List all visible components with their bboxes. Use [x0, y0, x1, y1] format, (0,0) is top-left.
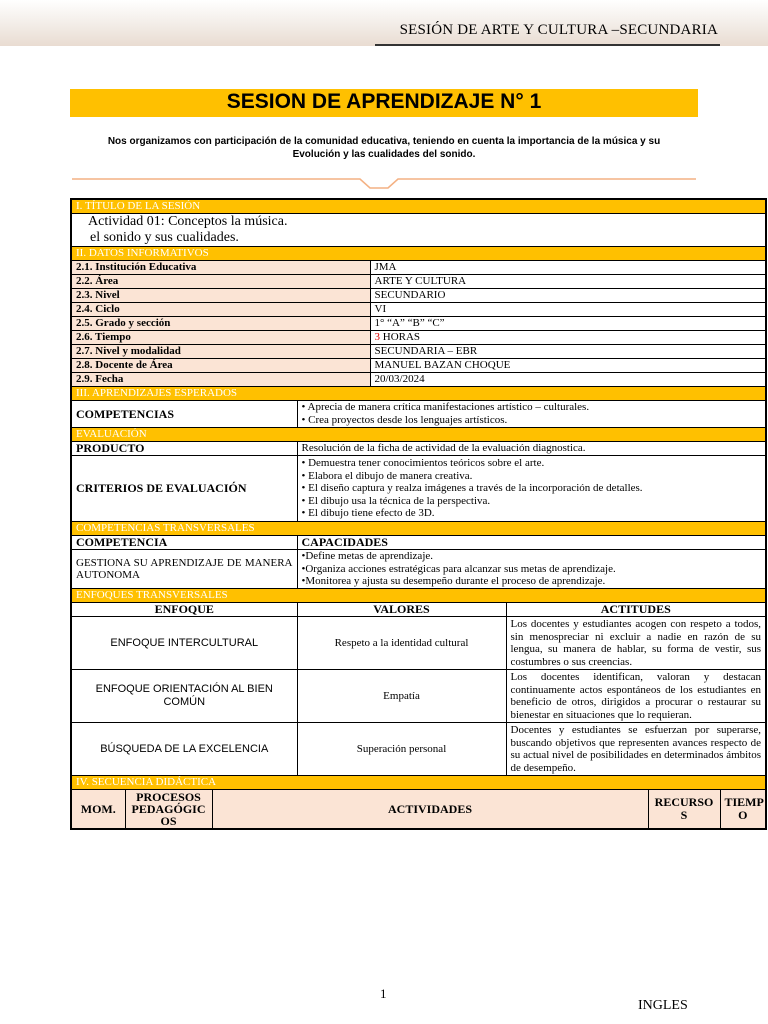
decorative-divider — [70, 176, 698, 192]
enfoque-actitud: Los docentes y estudiantes acogen con respeto a todos, sin menospreciar ni excluir a nadie en razón de su lengua, su manera de hablar, su forma de vestir, sus costumbres o sus creencias. — [506, 617, 766, 670]
section-label: EVALUACIÓN — [71, 428, 766, 442]
info-label: 2.2. Área — [71, 275, 370, 289]
info-value: ARTE Y CULTURA — [370, 275, 766, 289]
enfoque-valor: Empatía — [297, 670, 506, 723]
competencias-label: COMPETENCIAS — [71, 401, 297, 428]
section-header-aprendizajes — [71, 387, 766, 401]
session-table — [70, 198, 767, 830]
info-label: 2.6. Tiempo — [71, 331, 370, 345]
capacidad-item: •Define metas de aprendizaje. — [301, 550, 434, 563]
info-label: 2.8. Docente de Área — [71, 359, 370, 373]
section-header-enfoques — [71, 589, 766, 603]
enfoque-actitud: Docentes y estudiantes se esfuerzan por superarse, buscando objetivos que representen avances respecto de su actual nivel de posibilidades en determinados ámbitos de desempeño. — [506, 723, 766, 776]
info-value: 1° “A” “B” “C” — [370, 317, 766, 331]
capacidad-item: •Organiza acciones estratégicas para alcanzar sus metas de aprendizaje. — [301, 562, 616, 575]
enfoque-actitud: Los docentes identifican, valoran y destacan continuamente actos espontáneos de los estudiantes en beneficio de otros, dirigidos a procurar o restaurar su bienestar en situaciones que lo requieran. — [506, 670, 766, 723]
info-label: 2.3. Nivel — [71, 289, 370, 303]
section-header-secuencia — [71, 776, 766, 790]
info-label: 2.1. Institución Educativa — [71, 261, 370, 275]
competencia-header: COMPETENCIA — [71, 536, 297, 550]
session-title-row — [71, 214, 766, 247]
recursos-header: RECURSO S — [648, 790, 720, 830]
info-value: VI — [370, 303, 766, 317]
section-header-titulo — [71, 199, 766, 214]
info-row — [71, 303, 766, 317]
section-label: ENFOQUES TRANSVERSALES — [71, 589, 766, 603]
info-row — [71, 331, 766, 345]
capacidad-item: •Monitorea y ajusta su desempeño durante el proceso de aprendizaje. — [301, 575, 606, 588]
competencias-list — [297, 401, 766, 428]
info-row — [71, 317, 766, 331]
producto-row — [71, 442, 766, 456]
info-value: SECUNDARIO — [370, 289, 766, 303]
info-value: 20/03/2024 — [370, 373, 766, 387]
info-row — [71, 289, 766, 303]
criterios-list — [297, 456, 766, 522]
intro-paragraph: Nos organizamos con participación de la comunidad educativa, teniendo en cuenta la importancia de la música y su Evolución y las cualidades del sonido. — [107, 136, 661, 160]
valores-header: VALORES — [297, 603, 506, 617]
enfoque-row — [71, 723, 766, 776]
producto-value: Resolución de la ficha de actividad de la evaluación diagnostica. — [297, 442, 766, 456]
transversal-row — [71, 550, 766, 589]
actitudes-header: ACTITUDES — [506, 603, 766, 617]
info-row — [71, 261, 766, 275]
enfoque-row — [71, 670, 766, 723]
header-rule — [375, 44, 720, 46]
page-number: 1 — [380, 986, 387, 1001]
info-label: 2.4. Ciclo — [71, 303, 370, 317]
title-banner — [70, 89, 698, 117]
enfoques-header-row — [71, 603, 766, 617]
enfoque-row — [71, 617, 766, 670]
footer-label: INGLES — [638, 998, 688, 1013]
info-value: SECUNDARIA – EBR — [370, 345, 766, 359]
criterio-item: • El diseño captura y realza imágenes a través de la incorporación de detalles. — [301, 482, 643, 495]
section-label: I. TÍTULO DE LA SESIÓN — [71, 199, 766, 214]
actividades-header: ACTIVIDADES — [212, 790, 648, 830]
criterios-label: CRITERIOS DE EVALUACIÓN — [71, 456, 297, 522]
section-label: III. APRENDIZAJES ESPERADOS — [71, 387, 766, 401]
tiempo-header: TIEMP O — [720, 790, 766, 830]
session-title-line-1: Actividad 01: Conceptos la música. — [88, 214, 288, 229]
enfoque-valor: Respeto a la identidad cultural — [297, 617, 506, 670]
info-value: MANUEL BAZAN CHOQUE — [370, 359, 766, 373]
mom-header: MOM. — [71, 790, 125, 830]
section-header-datos — [71, 247, 766, 261]
time-value-number: 3 — [374, 331, 380, 343]
session-title-line-2: el sonido y sus cualidades. — [90, 230, 239, 245]
section-header-transversales — [71, 522, 766, 536]
enfoque-name: BÚSQUEDA DE LA EXCELENCIA — [71, 723, 297, 776]
producto-label: PRODUCTO — [71, 442, 297, 456]
enfoque-valor: Superación personal — [297, 723, 506, 776]
section-label: II. DATOS INFORMATIVOS — [71, 247, 766, 261]
info-label: 2.9. Fecha — [71, 373, 370, 387]
enfoque-name: ENFOQUE ORIENTACIÓN AL BIEN COMÚN — [71, 670, 297, 723]
competencia-item: • Crea proyectos desde los lenguajes artísticos. — [301, 414, 508, 426]
info-value — [370, 331, 766, 345]
enfoque-name: ENFOQUE INTERCULTURAL — [71, 617, 297, 670]
section-header-evaluacion — [71, 428, 766, 442]
time-value-unit: HORAS — [380, 331, 421, 343]
competencia-transversal: GESTIONA SU APRENDIZAJE DE MANERA AUTONOMA — [71, 550, 297, 589]
criterios-row — [71, 456, 766, 522]
info-value: JMA — [370, 261, 766, 275]
capacidades-header: CAPACIDADES — [297, 536, 766, 550]
competencias-row — [71, 401, 766, 428]
enfoque-header: ENFOQUE — [71, 603, 297, 617]
info-row — [71, 373, 766, 387]
criterio-item: • Demuestra tener conocimientos teóricos sobre el arte. — [301, 457, 545, 470]
info-label: 2.5. Grado y sección — [71, 317, 370, 331]
criterio-item: • El dibujo tiene efecto de 3D. — [301, 507, 435, 520]
criterio-item: • Elabora el dibujo de manera creativa. — [301, 469, 473, 482]
document-title: SESION DE APRENDIZAJE N° 1 — [226, 90, 542, 113]
transversal-header-row — [71, 536, 766, 550]
info-row — [71, 345, 766, 359]
page-header-text: SESIÓN DE ARTE Y CULTURA –SECUNDARIA — [399, 22, 718, 38]
section-label: IV. SECUENCIA DIDÁCTICA — [71, 776, 766, 790]
section-label: COMPETENCIAS TRANSVERSALES — [71, 522, 766, 536]
info-row — [71, 275, 766, 289]
secuencia-header-row — [71, 790, 766, 830]
procesos-header: PROCESOS PEDAGÓGIC OS — [125, 790, 212, 830]
competencia-item: • Aprecia de manera crítica manifestaciones artístico – culturales. — [301, 401, 590, 413]
info-row — [71, 359, 766, 373]
criterio-item: • El dibujo usa la técnica de la perspectiva. — [301, 494, 491, 507]
capacidades-list — [297, 550, 766, 589]
info-label: 2.7. Nivel y modalidad — [71, 345, 370, 359]
